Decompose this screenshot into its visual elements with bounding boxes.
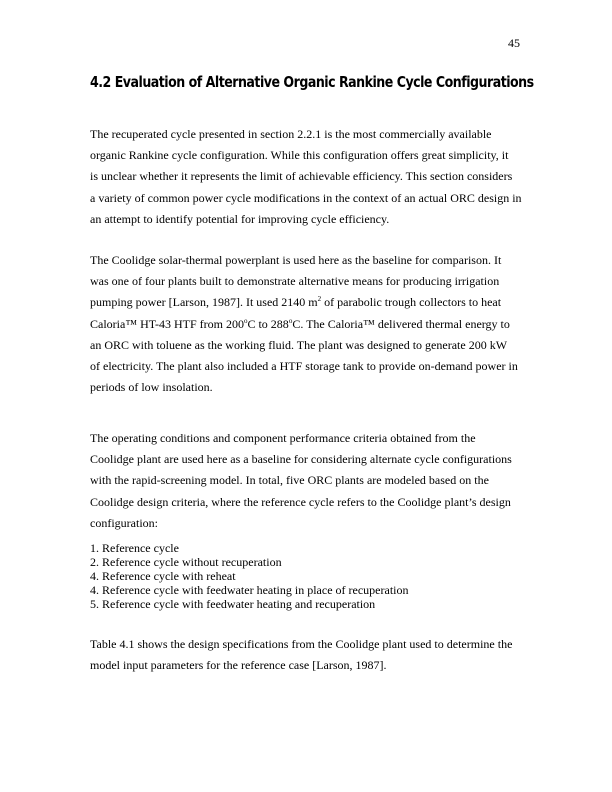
text-line: model input parameters for the reference case [Larson, 1987].: [90, 658, 387, 673]
list-item: 2. Reference cycle without recuperation: [90, 555, 282, 569]
paragraph-operating-conditions: [90, 428, 512, 534]
text-line: Coolidge design criteria, where the reference cycle refers to the Coolidge plant’s design: [90, 494, 511, 509]
text-line: The Coolidge solar-thermal powerplant is used here as the baseline for comparison. It: [90, 253, 502, 267]
text-line: is unclear whether it represents the limit of achievable efficiency. This section considers: [90, 169, 513, 184]
paragraph-coolidge: [90, 250, 518, 398]
text-line: [90, 292, 518, 313]
text-line: configuration:: [90, 515, 158, 530]
text-line: with the rapid-screening model. In total, five ORC plants are modeled based on the: [90, 473, 489, 488]
section-heading: 4.2 Evaluation of Alternative Organic Rankine Cycle Configurations: [90, 73, 534, 91]
text-line: Table 4.1 shows the design specifications from the Coolidge plant used to determine the: [90, 637, 513, 651]
text-line: Coolidge plant are used here as a baseline for considering alternate cycle configurations: [90, 452, 512, 467]
text-fragment: pumping power [Larson, 1987]. It used 2140 m: [90, 295, 318, 310]
text-line: The recuperated cycle presented in section 2.2.1 is the most commercially available: [90, 127, 492, 141]
page-number: 45: [508, 36, 520, 50]
text-fragment: Caloria™ HT-43 HTF from 200: [90, 316, 244, 331]
text-line: a variety of common power cycle modifications in the context of an actual ORC design in: [90, 190, 522, 205]
text-line: was one of four plants built to demonstrate alternative means for producing irrigation: [90, 274, 500, 289]
list-item: 1. Reference cycle: [90, 541, 179, 555]
text-line: an attempt to identify potential for improving cycle efficiency.: [90, 211, 390, 226]
text-line: an ORC with toluene as the working fluid. The plant was designed to generate 200 kW: [90, 337, 508, 352]
text-line: periods of low insolation.: [90, 380, 213, 395]
cycle-configuration-list: [90, 541, 409, 611]
paragraph-table-reference: [90, 634, 512, 676]
degree-superscript: o: [243, 316, 248, 325]
list-item: 4. Reference cycle with reheat: [90, 569, 236, 583]
text-fragment: of parabolic trough collectors to heat: [321, 295, 502, 310]
degree-superscript: o: [288, 316, 293, 325]
list-item: 5. Reference cycle with feedwater heating and recuperation: [90, 597, 376, 611]
paragraph-intro: [90, 124, 522, 230]
text-line: of electricity. The plant also included a HTF storage tank to provide on-demand power in: [90, 358, 518, 373]
text-fragment: C. The Caloria™ delivered thermal energy to: [292, 316, 510, 331]
list-item: 4. Reference cycle with feedwater heating in place of recuperation: [90, 583, 409, 597]
superscript: 2: [317, 295, 322, 304]
text-line: organic Rankine cycle configuration. While this configuration offers great simplicity, it: [90, 148, 509, 163]
text-fragment: C to 288: [247, 316, 289, 331]
text-line: The operating conditions and component performance criteria obtained from the: [90, 431, 476, 445]
text-line: [90, 314, 518, 335]
